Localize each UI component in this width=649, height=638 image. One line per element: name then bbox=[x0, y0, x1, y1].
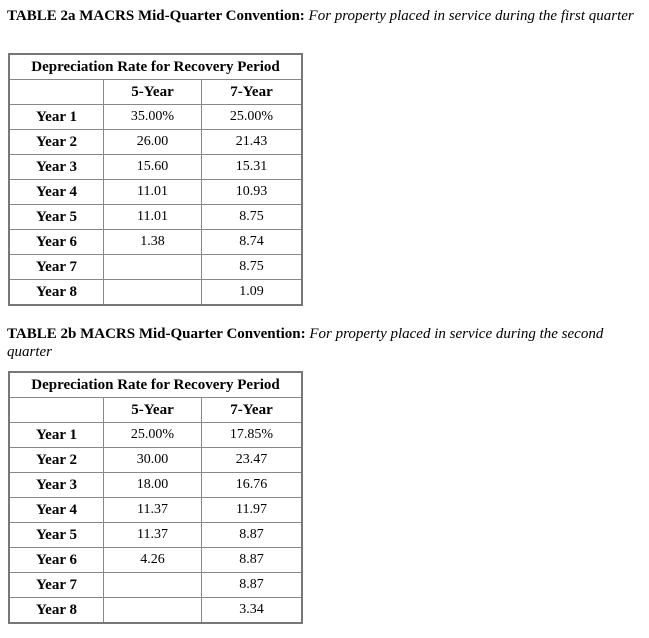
table-2b-caption bbox=[7, 325, 643, 361]
rate-7-year-cell: 11.97 bbox=[202, 498, 303, 523]
table-row bbox=[9, 105, 302, 130]
table-row bbox=[9, 230, 302, 255]
rate-5-year-cell: 1.38 bbox=[104, 230, 202, 255]
row-year-label: Year 7 bbox=[9, 255, 104, 280]
rate-7-year-cell: 1.09 bbox=[202, 280, 303, 306]
row-year-label: Year 5 bbox=[9, 205, 104, 230]
table-2b-description: For property placed in service during the second quarter bbox=[7, 326, 604, 360]
rate-5-year-cell: 18.00 bbox=[104, 473, 202, 498]
rate-5-year-cell: 11.01 bbox=[104, 180, 202, 205]
rate-5-year-cell: 26.00 bbox=[104, 130, 202, 155]
rate-5-year-cell: 4.26 bbox=[104, 548, 202, 573]
row-year-label: Year 6 bbox=[9, 548, 104, 573]
table-row bbox=[9, 155, 302, 180]
rate-7-year-cell: 15.31 bbox=[202, 155, 303, 180]
table-row bbox=[9, 448, 302, 473]
row-year-label: Year 2 bbox=[9, 130, 104, 155]
table-2b bbox=[8, 371, 303, 624]
rate-5-year-cell bbox=[104, 255, 202, 280]
table-row bbox=[9, 598, 302, 624]
table-2b-corner bbox=[9, 398, 104, 423]
table-2b-title: TABLE 2b MACRS Mid-Quarter Convention: bbox=[7, 326, 306, 342]
table-row bbox=[9, 423, 302, 448]
row-year-label: Year 4 bbox=[9, 180, 104, 205]
rate-5-year-cell: 11.01 bbox=[104, 205, 202, 230]
rate-5-year-cell: 15.60 bbox=[104, 155, 202, 180]
table-row bbox=[9, 255, 302, 280]
rate-5-year-cell: 11.37 bbox=[104, 523, 202, 548]
table-row bbox=[9, 548, 302, 573]
row-year-label: Year 3 bbox=[9, 473, 104, 498]
rate-7-year-cell: 21.43 bbox=[202, 130, 303, 155]
table-2a-description: For property placed in service during the first quarter bbox=[308, 8, 634, 24]
row-year-label: Year 8 bbox=[9, 280, 104, 306]
row-year-label: Year 1 bbox=[9, 105, 104, 130]
table-row bbox=[9, 573, 302, 598]
table-row bbox=[9, 280, 302, 306]
table-2b-header: Depreciation Rate for Recovery Period bbox=[9, 372, 302, 398]
table-row bbox=[9, 523, 302, 548]
row-year-label: Year 4 bbox=[9, 498, 104, 523]
table-row bbox=[9, 130, 302, 155]
row-year-label: Year 8 bbox=[9, 598, 104, 624]
table-2b-col-7-year: 7-Year bbox=[202, 398, 303, 423]
rate-7-year-cell: 8.75 bbox=[202, 255, 303, 280]
table-row bbox=[9, 180, 302, 205]
rate-7-year-cell: 23.47 bbox=[202, 448, 303, 473]
table-2a-header: Depreciation Rate for Recovery Period bbox=[9, 54, 302, 80]
rate-7-year-cell: 10.93 bbox=[202, 180, 303, 205]
row-year-label: Year 7 bbox=[9, 573, 104, 598]
row-year-label: Year 5 bbox=[9, 523, 104, 548]
rate-5-year-cell bbox=[104, 280, 202, 306]
rate-7-year-cell: 3.34 bbox=[202, 598, 303, 624]
row-year-label: Year 3 bbox=[9, 155, 104, 180]
rate-5-year-cell bbox=[104, 598, 202, 624]
row-year-label: Year 6 bbox=[9, 230, 104, 255]
table-2b-col-5-year: 5-Year bbox=[104, 398, 202, 423]
rate-7-year-cell: 8.87 bbox=[202, 548, 303, 573]
row-year-label: Year 2 bbox=[9, 448, 104, 473]
table-2a bbox=[8, 53, 303, 306]
rate-7-year-cell: 25.00% bbox=[202, 105, 303, 130]
rate-5-year-cell: 30.00 bbox=[104, 448, 202, 473]
table-2a-col-7-year: 7-Year bbox=[202, 80, 303, 105]
table-2a-caption bbox=[7, 7, 643, 25]
rate-7-year-cell: 8.87 bbox=[202, 573, 303, 598]
table-2a-title: TABLE 2a MACRS Mid-Quarter Convention: bbox=[7, 8, 305, 24]
table-2b-body bbox=[9, 423, 302, 624]
rate-7-year-cell: 16.76 bbox=[202, 473, 303, 498]
rate-7-year-cell: 8.75 bbox=[202, 205, 303, 230]
rate-7-year-cell: 17.85% bbox=[202, 423, 303, 448]
table-row bbox=[9, 473, 302, 498]
rate-7-year-cell: 8.87 bbox=[202, 523, 303, 548]
rate-5-year-cell: 35.00% bbox=[104, 105, 202, 130]
rate-5-year-cell: 25.00% bbox=[104, 423, 202, 448]
table-2a-corner bbox=[9, 80, 104, 105]
rate-5-year-cell bbox=[104, 573, 202, 598]
rate-7-year-cell: 8.74 bbox=[202, 230, 303, 255]
table-2a-col-5-year: 5-Year bbox=[104, 80, 202, 105]
table-row bbox=[9, 498, 302, 523]
row-year-label: Year 1 bbox=[9, 423, 104, 448]
table-2a-body bbox=[9, 105, 302, 306]
table-row bbox=[9, 205, 302, 230]
rate-5-year-cell: 11.37 bbox=[104, 498, 202, 523]
